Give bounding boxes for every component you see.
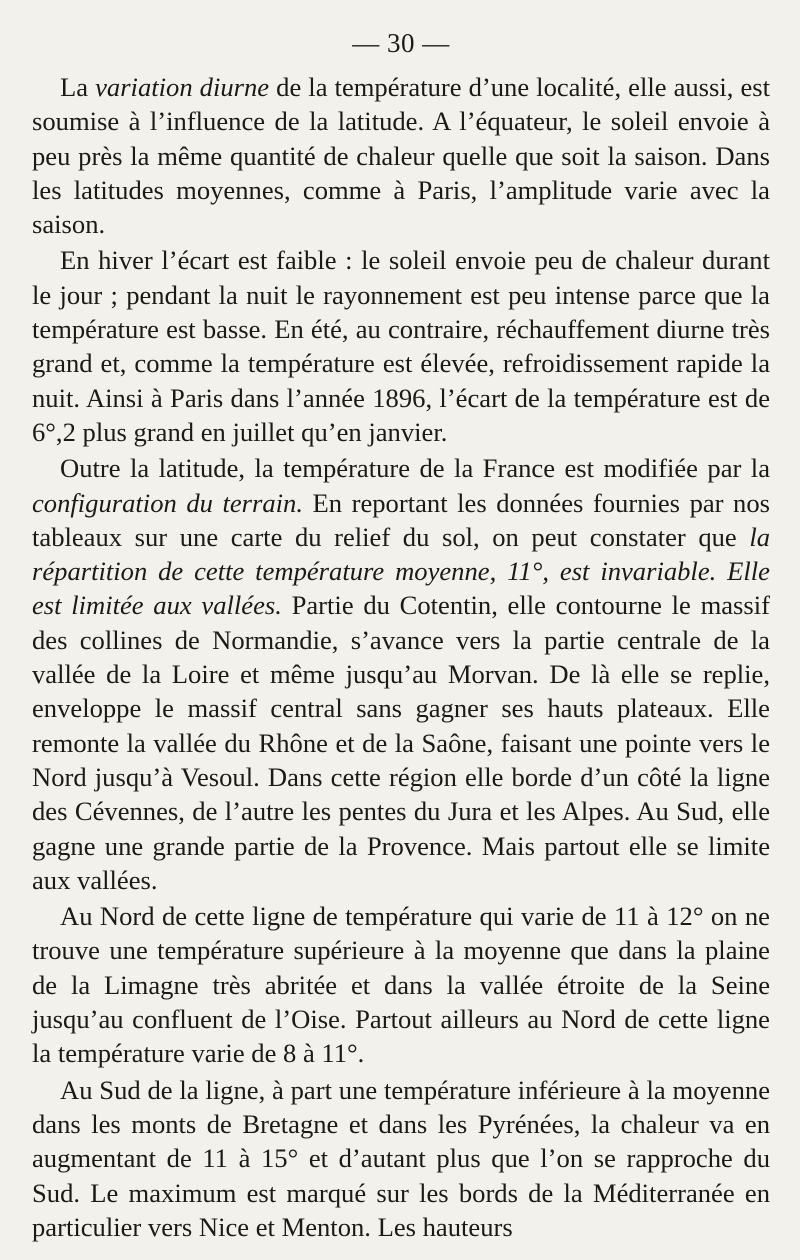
paragraph-3-run-2: configuration du terrain.: [32, 487, 303, 518]
paragraph-1: [32, 70, 770, 241]
paragraph-2: [32, 243, 770, 449]
paragraph-3-run-4: la répartition de cette température moyenne, 11°, est invariable. Elle est limitée aux vallées.: [32, 521, 770, 621]
paragraph-3: [32, 451, 770, 897]
paragraph-1-run-3: de la température d’une localité, elle aussi, est soumise à l’influence de la latitude. A l’équateur, le soleil envoie à peu près la même quantité de chaleur quelle que soit la saison. Dans les latitudes moyennes, comme à Paris, l’amplitude varie avec la saison.: [32, 72, 771, 240]
paragraph-5-run-1: Au Sud de la ligne, à part une température inférieure à la moyenne dans les monts de Bretagne et dans les Pyrénées, la chaleur va en augmentant de 11 à 15° et d’autant plus que l’on se rapproche du Sud. Le maximum est marqué sur les bords de la Méditerranée en particulier vers Nice et Menton. Les hauteurs: [32, 1074, 770, 1242]
paragraph-1-run-1: La: [60, 72, 96, 102]
page-number: — 30 —: [352, 28, 450, 58]
paragraph-4: [32, 899, 770, 1070]
paragraph-2-run-1: En hiver l’écart est faible : le soleil envoie peu de chaleur durant le jour ; pendant la nuit le rayonnement est peu intense parce que la température est basse. En été, au contraire, réchauffement diurne très grand et, comme la température est élevée, refroidissement rapide la nuit. Ainsi à Paris dans l’année 1896, l’écart de la température est de 6°,2 plus grand en juillet qu’en janvier.: [32, 245, 770, 447]
paragraph-1-run-2: variation diurne: [95, 72, 270, 102]
paragraph-3-run-5: Partie du Cotentin, elle contourne le massif des collines de Normandie, s’avance vers la partie centrale de la vallée de la Loire et même jusqu’au Morvan. De là elle se replie, enveloppe le massif central sans gagner ses hauts plateaux. Elle remonte la vallée du Rhône et de la Saône, faisant une pointe vers le Nord jusqu’à Vesoul. Dans cette région elle borde d’un côté la ligne des Cévennes, de l’autre les pentes du Jura et les Alpes. Au Sud, elle gagne une grande partie de la Provence. Mais partout elle se limite aux vallées.: [32, 590, 770, 895]
paragraph-3-run-3: En reportant les données fournies par nos tableaux sur une carte du relief du sol, on peut constater que: [32, 487, 771, 552]
paragraph-3-run-1: Outre la latitude, la température de la France est modifiée par la: [60, 453, 770, 484]
paragraph-4-run-1: Au Nord de cette ligne de température qui varie de 11 à 12° on ne trouve une température supérieure à la moyenne que dans la plaine de la Limagne très abritée et dans la vallée étroite de la Seine jusqu’au confluent de l’Oise. Partout ailleurs au Nord de cette ligne la température varie de 8 à 11°.: [32, 901, 770, 1069]
paragraph-5: [32, 1073, 770, 1244]
